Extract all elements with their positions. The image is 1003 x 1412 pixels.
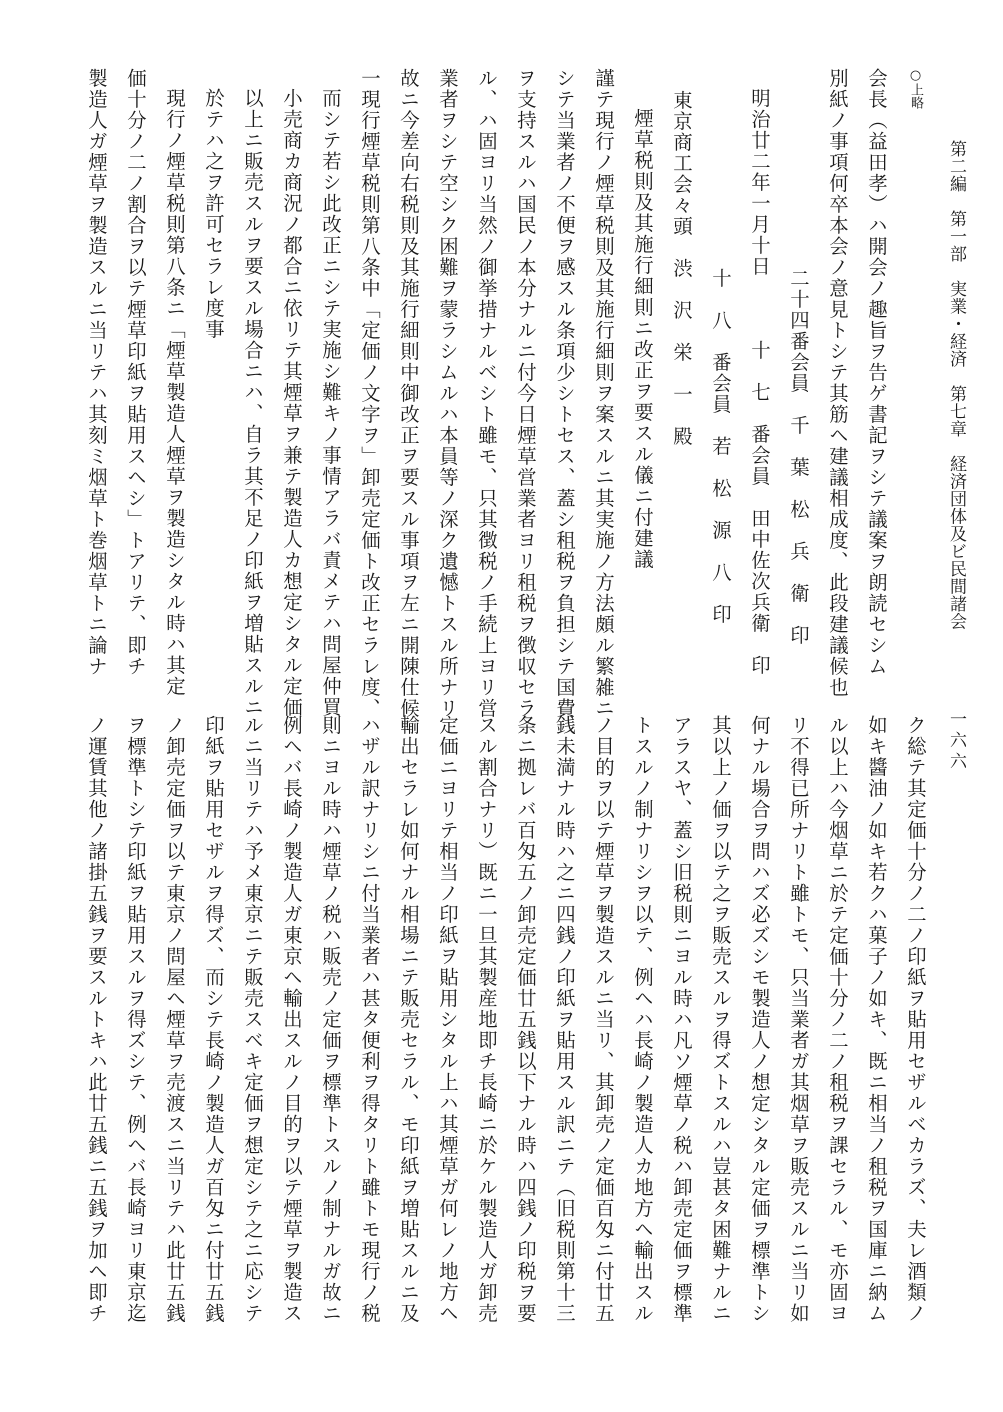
text-column: 於テハ之ヲ許可セラレ度事 [202,88,225,340]
upper-text-block [85,68,935,719]
text-column: 謹テ現行ノ煙草税則及其施行細則ヲ案スルニ其実施ノ方法頗ル繁雑ニ [592,68,615,719]
text-column: リ不得已所ナリト雖トモ、只当業者ガ其烟草ヲ販売スルニ当リ如 [787,715,810,1324]
text-column: 銭未満ナル時ハ之ニ四銭ノ印紙ヲ貼用スル訳ニテ（旧税則第十三 [553,715,576,1324]
text-column: ノ卸売定価ヲ以テ東京ノ問屋ヘ煙草ヲ売渡スニ当リテハ此廿五銭 [163,715,186,1324]
signature-line: 二十四番会員 千 葉 松 兵 衛 印 [787,268,810,646]
text-column: 以上ニ販売スルヲ要スル場合ニハ、自ラ其不足ノ印紙ヲ増貼スルニ [241,88,264,718]
text-column: 其以上ノ価ヲ以テ之ヲ販売スルヲ得ズトスルハ豈甚タ困難ナルニ [709,715,732,1324]
text-column: ル、ハ固ヨリ当然ノ御挙措ナルベシト雖モ、只其徴税ノ手続上ヨリ営 [475,68,498,719]
text-column: 定価ニヨリテ相当ノ印紙ヲ貼用シタル上ハ其煙草ガ何レノ地方ヘ [436,715,459,1324]
text-column: 現行ノ煙草税則第八条ニ「煙草製造人煙草ヲ製造シタル時ハ其定 [163,88,186,697]
lower-text-block [85,715,935,1370]
addressee-line: 東京商工会々頭 渋 沢 栄 一 殿 [670,90,693,447]
text-column: 如キ醬油ノ如キ若クハ菓子ノ如キ、既ニ相当ノ租税ヲ国庫ニ納ム [865,715,888,1324]
text-column: 業者ヲシテ空シク困難ヲ蒙ラシムルハ本員等ノ深ク遺憾トスル所ナリ [436,68,459,719]
text-column: ル以上ハ今烟草ニ於テ定価十分ノ二ノ租税ヲ課セラル、モ亦固ヨ [826,715,849,1324]
page-number: 一六六 [946,710,966,773]
text-column: ハザル訳ナリシニ付当業者ハ甚タ便利ヲ得タリト雖トモ現行ノ税 [358,715,381,1324]
text-column: ク総テ其定価十分ノ二ノ印紙ヲ貼用セザルベカラズ、夫レ酒類ノ [904,715,927,1324]
proposal-title: 煙草税則及其施行細則ニ改正ヲ要スル儀ニ付建議 [631,108,654,570]
text-column: 則ニヨル時ハ煙草ノ税ハ販売ノ定価ヲ標準トスルノ制ナルガ故ニ [319,715,342,1324]
text-column: 印紙ヲ貼用セザルヲ得ズ、而シテ長崎ノ製造人ガ百匁ニ付廿五銭 [202,715,225,1324]
text-column: 別紙ノ事項何卒本会ノ意見トシテ其筋ヘ建議相成度、此段建議候也 [826,68,849,698]
text-column: 価十分ノ二ノ割合ヲ以テ煙草印紙ヲ貼用スヘシ」トアリテ、即チ [124,68,147,677]
text-column: ノ運賃其他ノ諸掛五銭ヲ要スルトキハ此廿五銭ニ五銭ヲ加ヘ即チ [85,715,108,1324]
text-column: アラスヤ、蓋シ旧税則ニヨル時ハ凡ソ煙草ノ税ハ卸売定価ヲ標準 [670,715,693,1324]
text-column: スル割合ナリ）既ニ一旦其製産地即チ長崎ニ於ケル製造人ガ卸売 [475,715,498,1324]
text-column: ヲ支持スルハ国民ノ本分ナルニ付今日煙草営業者ヨリ租税ヲ徴収セラ [514,68,537,719]
text-column: 一現行煙草税則第八条中「定価ノ文字ヲ」卸売定価ト改正セラレ度、 [358,68,381,719]
signature-line: 明治廿二年一月十日 十 七 番会員 田中佐次兵衛 印 [748,88,771,676]
text-column: シテ当業者ノ不便ヲ感スル条項少シトセス、蓋シ租税ヲ負担シテ国費 [553,68,576,719]
text-column: 而シテ若シ此改正ニシテ実施シ難キノ事情アラバ責メテハ問屋仲買 [319,88,342,718]
text-column: 何ナル場合ヲ問ハズ必ズシモ製造人ノ想定シタル定価ヲ標準トシ [748,715,771,1324]
text-column: トスルノ制ナリシヲ以テ、例ヘハ長崎ノ製造人カ地方ヘ輸出スル [631,715,654,1324]
text-column: ヲ標準トシテ印紙ヲ貼用スルヲ得ズシテ、例ヘバ長崎ヨリ東京迄 [124,715,147,1324]
text-column: 例ヘバ長崎ノ製造人ガ東京ヘ輸出スルノ目的ヲ以テ煙草ヲ製造ス [280,715,303,1324]
text-column: ○上略 [908,68,923,109]
text-column: 会長（益田孝）ハ開会ノ趣旨ヲ告ゲ書記ヲシテ議案ヲ朗読セシム [865,68,888,677]
text-column: 輸出セラレ如何ナル相場ニテ販売セラル、モ印紙ヲ増貼スルニ及 [397,715,420,1324]
text-column: 故ニ今差向右税則及其施行細則中御改正ヲ要スル事項ヲ左ニ開陳仕候 [397,68,420,719]
running-header: 第二編 第一部 実業・経済 第七章 経済団体及ビ民間諸会 [946,140,966,630]
text-column: 条ニ拠レバ百匁五ノ卸売定価廿五銭以下ナル時ハ四銭ノ印税ヲ要 [514,715,537,1324]
text-column: 小売商カ商況ノ都合ニ依リテ其煙草ヲ兼テ製造人カ想定シタル定価 [280,88,303,718]
text-column: ノ目的ヲ以テ煙草ヲ製造スルニ当リ、其卸売ノ定価百匁ニ付廿五 [592,715,615,1324]
signature-line: 十 八 番会員 若 松 源 八 印 [709,268,732,625]
text-column: 製造人ガ煙草ヲ製造スルニ当リテハ其刻ミ烟草ト巻烟草トニ論ナ [85,68,108,677]
text-column: ルニ当リテハ予メ東京ニテ販売スベキ定価ヲ想定シテ之ニ応シテ [241,715,264,1324]
